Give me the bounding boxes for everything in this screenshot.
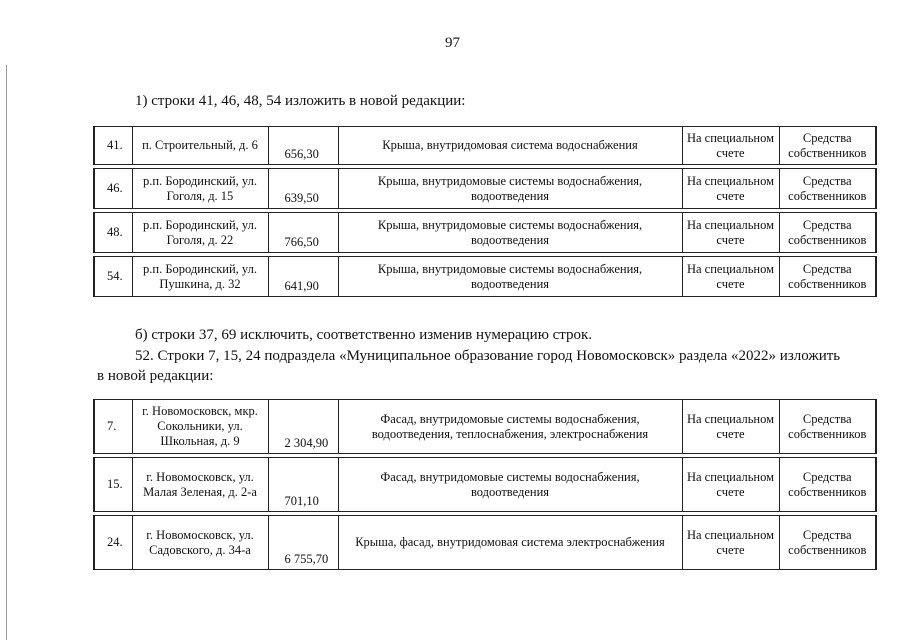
table-row [94,257,876,297]
row-number: 54. [94,257,132,297]
intro-paragraph: 1) строки 41, 46, 48, 54 изложить в новой редакции: [135,93,466,109]
row-area: 656,30 [268,127,338,165]
row-account: На специальном счете [682,516,779,570]
row-source: Средства собственников [779,257,876,297]
table-row [94,516,876,570]
scan-edge-line [6,65,7,640]
row-account: На специальном счете [682,127,779,165]
row-works: Фасад, внутридомовые системы водоснабжения, водоотведения [338,458,682,512]
row-number: 41. [94,127,132,165]
row-works: Крыша, фасад, внутридомовая система электроснабжения [338,516,682,570]
row-number: 46. [94,169,132,209]
row-account: На специальном счете [682,400,779,454]
row-account: На специальном счете [682,213,779,253]
table-1 [93,126,877,297]
row-source: Средства собственников [779,516,876,570]
table-row [94,169,876,209]
table-row [94,213,876,253]
row-works: Крыша, внутридомовая система водоснабжения [338,127,682,165]
row-area: 766,50 [268,213,338,253]
row-address: р.п. Бородинский, ул. Гоголя, д. 15 [132,169,268,209]
row-source: Средства собственников [779,127,876,165]
row-account: На специальном счете [682,458,779,512]
paragraph-52-line2: в новой редакции: [97,368,214,384]
paragraph-b: б) строки 37, 69 исключить, соответственно изменив нумерацию строк. [135,327,593,343]
row-address: г. Новомосковск, ул. Садовского, д. 34-а [132,516,268,570]
row-area: 6 755,70 [268,516,338,570]
row-area: 701,10 [268,458,338,512]
row-works: Фасад, внутридомовые системы водоснабжения, водоотведения, теплоснабжения, электроснабжения [338,400,682,454]
table-row [94,127,876,165]
row-works: Крыша, внутридомовые системы водоснабжения, водоотведения [338,257,682,297]
row-number: 15. [94,458,132,512]
row-works: Крыша, внутридомовые системы водоснабжения, водоотведения [338,169,682,209]
table-row [94,400,876,454]
table-row [94,458,876,512]
row-account: На специальном счете [682,257,779,297]
row-area: 641,90 [268,257,338,297]
row-address: г. Новомосковск, мкр. Сокольники, ул. Школьная, д. 9 [132,400,268,454]
page-number: 97 [445,35,460,51]
row-address: п. Строительный, д. 6 [132,127,268,165]
row-source: Средства собственников [779,169,876,209]
row-source: Средства собственников [779,458,876,512]
row-number: 24. [94,516,132,570]
paragraph-52-line1: 52. Строки 7, 15, 24 подраздела «Муниципальное образование город Новомосковск» раздела «2022» изложить [135,348,841,364]
row-address: г. Новомосковск, ул. Малая Зеленая, д. 2-а [132,458,268,512]
row-account: На специальном счете [682,169,779,209]
row-area: 2 304,90 [268,400,338,454]
row-source: Средства собственников [779,400,876,454]
row-address: р.п. Бородинский, ул. Пушкина, д. 32 [132,257,268,297]
row-source: Средства собственников [779,213,876,253]
row-works: Крыша, внутридомовые системы водоснабжения, водоотведения [338,213,682,253]
row-number: 7. [94,400,132,454]
row-area: 639,50 [268,169,338,209]
row-address: р.п. Бородинский, ул. Гоголя, д. 22 [132,213,268,253]
row-number: 48. [94,213,132,253]
table-2 [93,399,877,570]
